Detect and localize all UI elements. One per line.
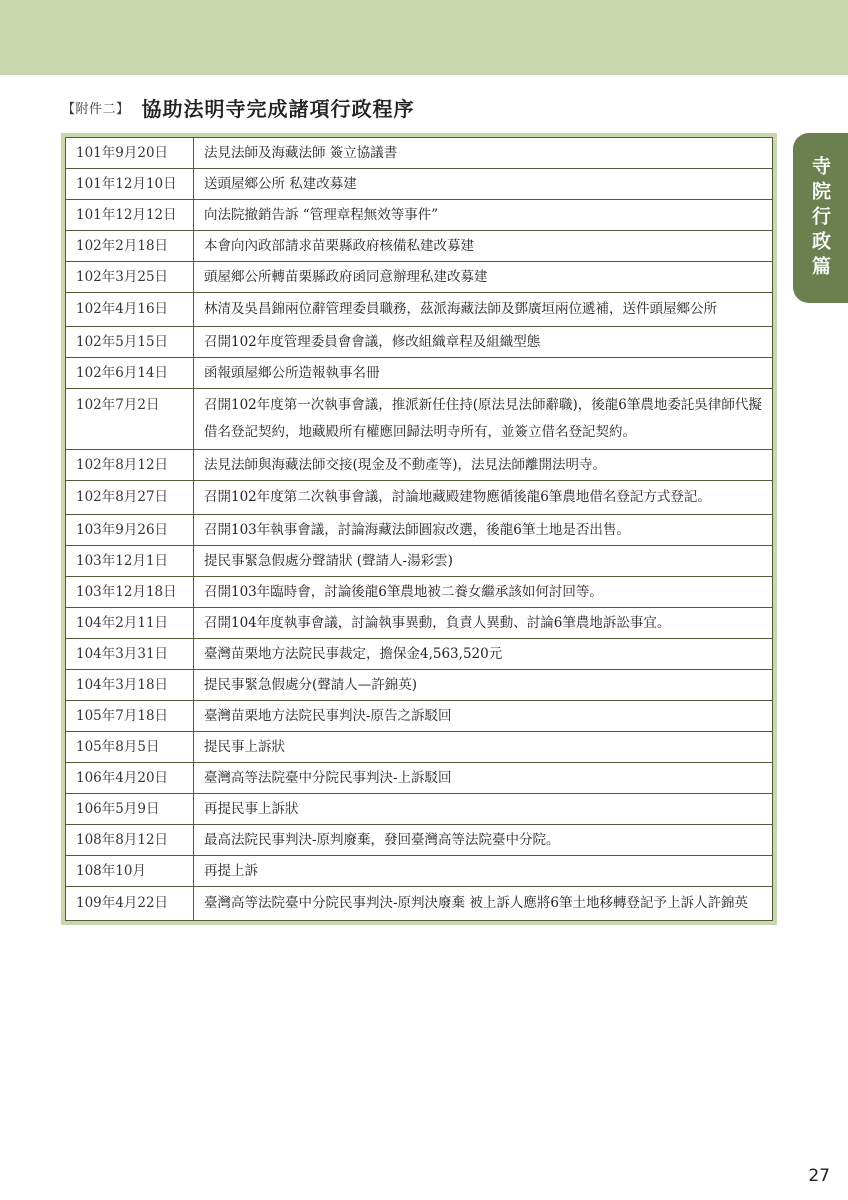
date-cell: 109年4月22日 bbox=[66, 887, 194, 921]
content-cell: 提民事緊急假處分(聲請人—許錦英) bbox=[194, 670, 773, 701]
content-cell: 召開102年度第二次執事會議，討論地藏殿建物應循後龍6筆農地借名登記方式登記。 bbox=[194, 481, 773, 515]
table-row bbox=[66, 794, 773, 825]
content-cell: 提民事上訴狀 bbox=[194, 732, 773, 763]
content-cell: 召開103年執事會議，討論海藏法師圓寂改選，後龍6筆土地是否出售。 bbox=[194, 515, 773, 546]
content-cell: 召開103年臨時會，討論後龍6筆農地被二養女繼承該如何討回等。 bbox=[194, 577, 773, 608]
content-cell: 提民事緊急假處分聲請狀 (聲請人-湯彩雲) bbox=[194, 546, 773, 577]
section-heading bbox=[62, 92, 415, 122]
content-cell: 向法院撤銷告訴 “管理章程無效等事件” bbox=[194, 200, 773, 231]
date-cell: 104年3月31日 bbox=[66, 639, 194, 670]
appendix-tag: 【附件二】 bbox=[62, 101, 130, 117]
date-cell: 103年9月26日 bbox=[66, 515, 194, 546]
date-cell: 108年10月 bbox=[66, 856, 194, 887]
table-row bbox=[66, 515, 773, 546]
date-cell: 106年5月9日 bbox=[66, 794, 194, 825]
content-cell: 頭屋鄉公所轉苗栗縣政府函同意辦理私建改募建 bbox=[194, 262, 773, 293]
table-row bbox=[66, 262, 773, 293]
date-cell: 102年7月2日 bbox=[66, 389, 194, 450]
date-cell: 105年8月5日 bbox=[66, 732, 194, 763]
date-cell: 104年3月18日 bbox=[66, 670, 194, 701]
date-cell: 102年4月16日 bbox=[66, 293, 194, 327]
table-row bbox=[66, 577, 773, 608]
table-row bbox=[66, 608, 773, 639]
date-cell: 103年12月18日 bbox=[66, 577, 194, 608]
table-row bbox=[66, 450, 773, 481]
date-cell: 104年2月11日 bbox=[66, 608, 194, 639]
content-cell: 法見法師及海藏法師 簽立協議書 bbox=[194, 138, 773, 169]
timeline-table-frame bbox=[61, 133, 777, 925]
table-row bbox=[66, 231, 773, 262]
table-row bbox=[66, 639, 773, 670]
table-row bbox=[66, 327, 773, 358]
date-cell: 102年6月14日 bbox=[66, 358, 194, 389]
content-cell: 法見法師與海藏法師交接(現金及不動產等)，法見法師離開法明寺。 bbox=[194, 450, 773, 481]
table-row bbox=[66, 701, 773, 732]
content-cell: 再提上訴 bbox=[194, 856, 773, 887]
date-cell: 101年9月20日 bbox=[66, 138, 194, 169]
table-row bbox=[66, 732, 773, 763]
date-cell: 102年8月27日 bbox=[66, 481, 194, 515]
date-cell: 103年12月1日 bbox=[66, 546, 194, 577]
content-cell: 臺灣高等法院臺中分院民事判決-原判決廢棄 被上訴人應將6筆土地移轉登記予上訴人許錦英 bbox=[194, 887, 773, 921]
content-cell: 林清及吳昌錦兩位辭管理委員職務，茲派海藏法師及鄧廣垣兩位遞補，送件頭屋鄉公所 bbox=[194, 293, 773, 327]
content-cell: 函報頭屋鄉公所造報執事名冊 bbox=[194, 358, 773, 389]
date-cell: 101年12月12日 bbox=[66, 200, 194, 231]
page-number: 27 bbox=[808, 1166, 830, 1186]
content-cell: 臺灣苗栗地方法院民事裁定，擔保金4,563,520元 bbox=[194, 639, 773, 670]
table-row bbox=[66, 169, 773, 200]
table-row bbox=[66, 546, 773, 577]
date-cell: 105年7月18日 bbox=[66, 701, 194, 732]
date-cell: 101年12月10日 bbox=[66, 169, 194, 200]
timeline-table bbox=[65, 137, 773, 921]
date-cell: 108年8月12日 bbox=[66, 825, 194, 856]
content-cell: 召開104年度執事會議，討論執事異動，負責人異動、討論6筆農地訴訟事宜。 bbox=[194, 608, 773, 639]
date-cell: 102年5月15日 bbox=[66, 327, 194, 358]
date-cell: 106年4月20日 bbox=[66, 763, 194, 794]
content-cell: 本會向內政部請求苗栗縣政府核備私建改募建 bbox=[194, 231, 773, 262]
table-row bbox=[66, 358, 773, 389]
date-cell: 102年3月25日 bbox=[66, 262, 194, 293]
chapter-side-tab-label: 寺院行政篇 bbox=[809, 155, 831, 281]
content-cell: 臺灣高等法院臺中分院民事判決-上訴駁回 bbox=[194, 763, 773, 794]
page-title: 協助法明寺完成諸項行政程序 bbox=[141, 96, 415, 121]
content-cell: 最高法院民事判決-原判廢棄，發回臺灣高等法院臺中分院。 bbox=[194, 825, 773, 856]
table-row bbox=[66, 138, 773, 169]
table-row bbox=[66, 293, 773, 327]
date-cell: 102年8月12日 bbox=[66, 450, 194, 481]
content-cell: 臺灣苗栗地方法院民事判決-原告之訴駁回 bbox=[194, 701, 773, 732]
table-row bbox=[66, 825, 773, 856]
table-row bbox=[66, 887, 773, 921]
header-color-band bbox=[0, 0, 848, 75]
table-row bbox=[66, 670, 773, 701]
table-row bbox=[66, 856, 773, 887]
table-row bbox=[66, 389, 773, 450]
table-row bbox=[66, 763, 773, 794]
content-cell: 召開102年度第一次執事會議，推派新任住持(原法見法師辭職)，後龍6筆農地委託吳律師代擬借名登記契約，地藏殿所有權應回歸法明寺所有，並簽立借名登記契約。 bbox=[194, 389, 773, 450]
table-row bbox=[66, 481, 773, 515]
content-cell: 召開102年度管理委員會會議，修改組織章程及組織型態 bbox=[194, 327, 773, 358]
table-row bbox=[66, 200, 773, 231]
content-cell: 送頭屋鄉公所 私建改募建 bbox=[194, 169, 773, 200]
content-cell: 再提民事上訴狀 bbox=[194, 794, 773, 825]
chapter-side-tab bbox=[793, 133, 848, 303]
date-cell: 102年2月18日 bbox=[66, 231, 194, 262]
